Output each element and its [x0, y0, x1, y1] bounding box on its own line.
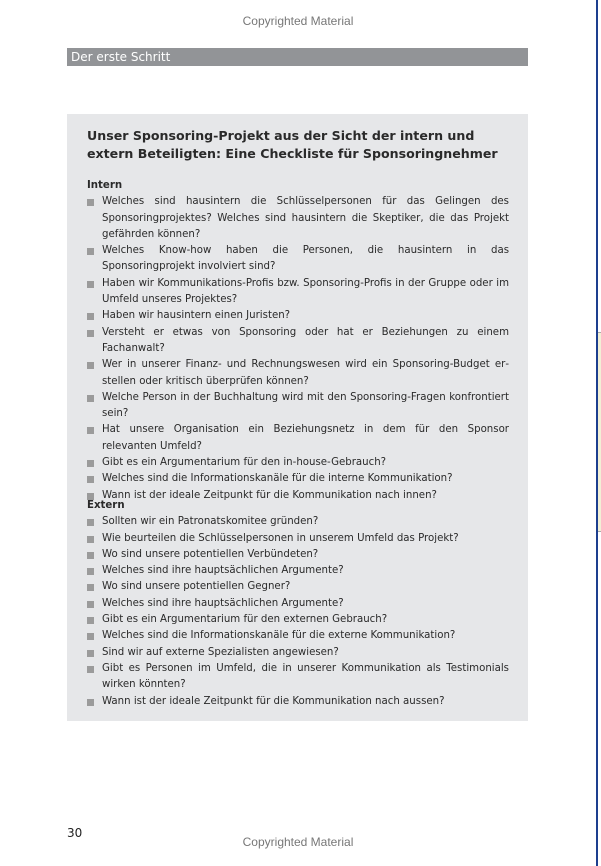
checklist-item	[87, 243, 509, 276]
checklist-item-text: Wann ist der ideale Zeitpunkt für die Kommunikation nach innen?	[102, 489, 437, 501]
checklist-item	[87, 563, 509, 579]
square-bullet-icon	[87, 199, 94, 206]
checklist-item-text: Gibt es ein Argumentarium für den in-house-Gebrauch?	[102, 457, 387, 469]
checklist-item	[87, 325, 509, 358]
chapter-title-bar: Der erste Schritt	[67, 48, 528, 66]
square-bullet-icon	[87, 330, 94, 337]
checklist-box	[67, 114, 528, 721]
checklist-item	[87, 276, 509, 309]
square-bullet-icon	[87, 460, 94, 467]
checklist-item	[87, 645, 509, 661]
checklist-item-text: Haben wir Kommunikations-Profis bzw. Sponsoring-Profis in der Gruppe oder im Umfeld unseres Projektes?	[102, 277, 509, 306]
square-bullet-icon	[87, 427, 94, 434]
checklist-item-text: Welches sind die Informationskanäle für die externe Kommunikation?	[102, 630, 456, 642]
square-bullet-icon	[87, 476, 94, 483]
square-bullet-icon	[87, 313, 94, 320]
checklist-item-text: Sollten wir ein Patronatskomitee gründen?	[102, 516, 319, 528]
section-heading: Extern	[87, 500, 125, 511]
square-bullet-icon	[87, 568, 94, 575]
copyright-footer: Copyrighted Material	[242, 835, 354, 849]
checklist-item	[87, 422, 509, 455]
square-bullet-icon	[87, 281, 94, 288]
checklist-item-text: Wo sind unsere potentiellen Verbündeten?	[102, 548, 319, 560]
checklist-item	[87, 471, 509, 487]
square-bullet-icon	[87, 666, 94, 673]
checklist-item-text: Welches sind ihre hauptsächlichen Argumente?	[102, 565, 344, 577]
square-bullet-icon	[87, 362, 94, 369]
square-bullet-icon	[87, 584, 94, 591]
square-bullet-icon	[87, 248, 94, 255]
checklist-item	[87, 579, 509, 595]
page-number: 30	[67, 826, 83, 840]
checklist-item-text: Haben wir hausintern einen Juristen?	[102, 310, 291, 322]
checklist-item-text: Welches Know-how haben die Personen, die hausintern in das Sponsoringprojekt involviert sind?	[102, 245, 509, 273]
square-bullet-icon	[87, 395, 94, 402]
checklist-item-text: Sind wir auf externe Spezialisten angewiesen?	[102, 646, 339, 658]
checklist-item	[87, 596, 509, 612]
section-heading: Intern	[87, 180, 123, 191]
checklist-item	[87, 514, 509, 530]
checklist-list	[87, 194, 509, 504]
square-bullet-icon	[87, 601, 94, 608]
copyright-header: Copyrighted Material	[242, 14, 354, 28]
checklist-item	[87, 390, 509, 423]
checklist-item	[87, 612, 509, 628]
checklist-item	[87, 661, 509, 694]
checklist-list	[87, 514, 509, 710]
checklist-item-text: Welches sind ihre hauptsächlichen Argumente?	[102, 597, 344, 609]
square-bullet-icon	[87, 633, 94, 640]
checklist-item-text: Hat unsere Organisation ein Beziehungsnetz in dem für den Sponsor relevanten Umfeld?	[102, 424, 509, 452]
square-bullet-icon	[87, 552, 94, 559]
checklist-item	[87, 628, 509, 644]
checklist-item-text: Gibt es ein Argumentarium für den externen Gebrauch?	[102, 614, 388, 626]
section-extern	[87, 498, 509, 710]
checklist-item	[87, 694, 509, 710]
checklist-item-text: Wo sind unsere potentiellen Gegner?	[102, 581, 291, 593]
section-intern	[87, 178, 509, 504]
checklist-item	[87, 308, 509, 324]
checklist-item-text: Wer in unserer Finanz- und Rechnungswesen wird ein Sponsoring-Budget erstellen oder kritisch überprüfen können?	[102, 359, 509, 387]
checklist-item-text: Welches sind die Informationskanäle für die interne Kommunikation?	[102, 473, 453, 485]
square-bullet-icon	[87, 617, 94, 624]
checklist-item-text: Wann ist der ideale Zeitpunkt für die Kommunikation nach aussen?	[102, 695, 445, 707]
square-bullet-icon	[87, 650, 94, 657]
square-bullet-icon	[87, 699, 94, 706]
checklist-title: Unser Sponsoring-Projekt aus der Sicht der intern und extern Beteiligten: Eine Checkliste für Sponsoringnehmer	[87, 128, 498, 161]
square-bullet-icon	[87, 536, 94, 543]
checklist-item-text: Welche Person in der Buchhaltung wird mit den Sponsoring-Fragen konfrontiert sein?	[102, 391, 509, 420]
checklist-item-text: Welches sind hausintern die Schlüsselpersonen für das Gelingen des Sponsoringprojektes? Welches sind hausintern die Skeptiker, die das Projekt gefährden können?	[102, 196, 509, 240]
checklist-item-text: Versteht er etwas von Sponsoring oder hat er Beziehungen zu einem Fachanwalt?	[102, 326, 509, 354]
square-bullet-icon	[87, 519, 94, 526]
checklist-item	[87, 547, 509, 563]
checklist-item	[87, 455, 509, 471]
checklist-item-text: Wie beurteilen die Schlüsselpersonen in unserem Umfeld das Projekt?	[102, 532, 459, 544]
checklist-item-text: Gibt es Personen im Umfeld, die in unserer Kommunikation als Testimonials wirken könnten?	[102, 662, 509, 691]
checklist-item	[87, 357, 509, 390]
checklist-item	[87, 531, 509, 547]
checklist-item	[87, 194, 509, 243]
